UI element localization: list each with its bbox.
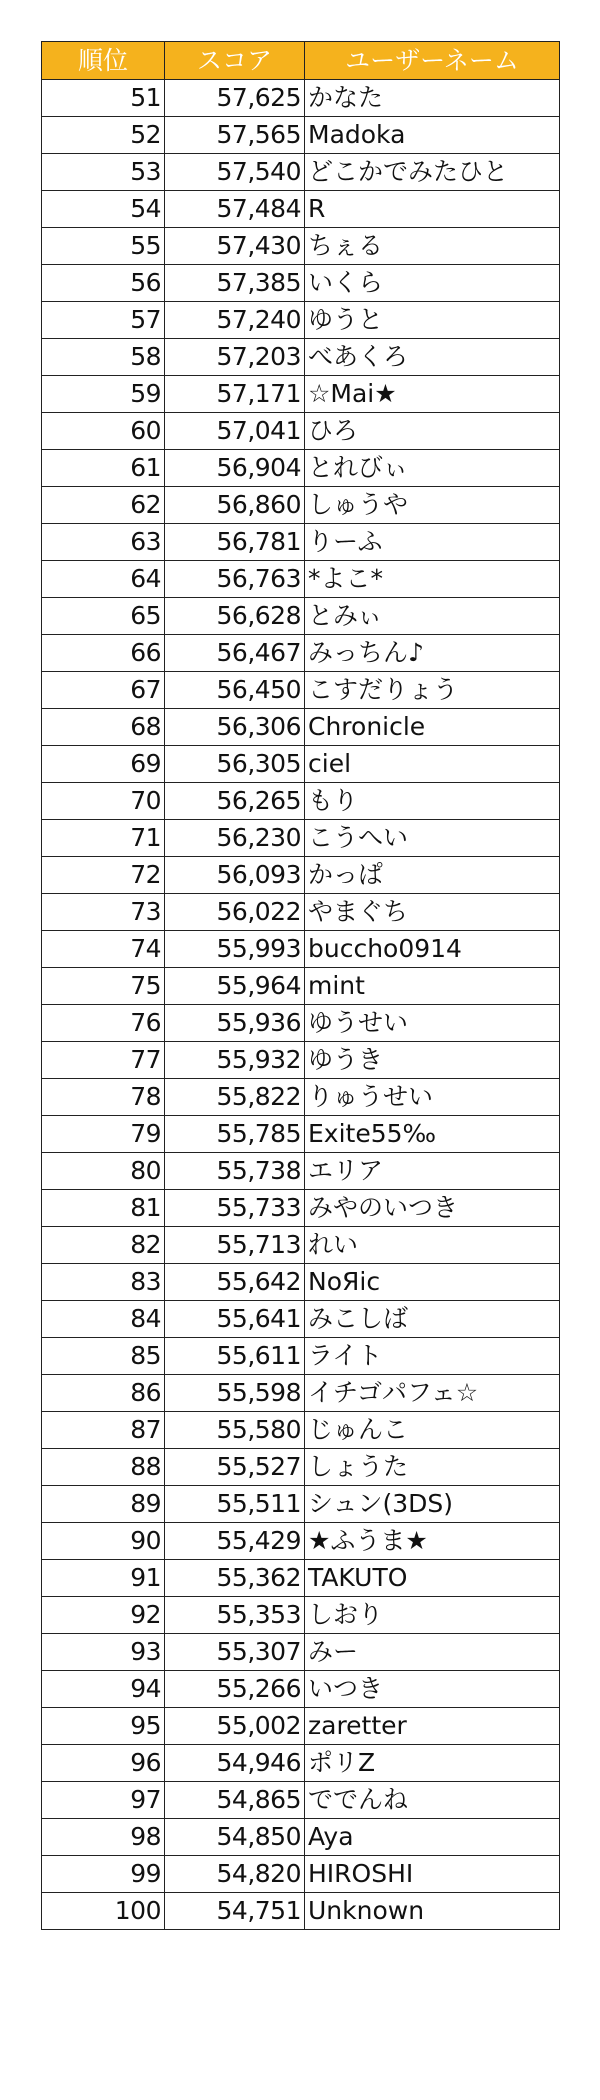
- table-row: [42, 1782, 560, 1819]
- rank-cell: 85: [42, 1338, 165, 1375]
- table-row: [42, 1745, 560, 1782]
- table-row: [42, 265, 560, 302]
- score-cell: 55,932: [165, 1042, 305, 1079]
- score-cell: 56,093: [165, 857, 305, 894]
- table-row: [42, 1264, 560, 1301]
- rank-cell: 87: [42, 1412, 165, 1449]
- table-row: [42, 80, 560, 117]
- score-cell: 56,265: [165, 783, 305, 820]
- table-row: [42, 1042, 560, 1079]
- score-cell: 57,565: [165, 117, 305, 154]
- username-cell: やまぐち: [305, 894, 560, 931]
- username-cell: NoЯic: [305, 1264, 560, 1301]
- rank-cell: 51: [42, 80, 165, 117]
- username-cell: HIROSHI: [305, 1856, 560, 1893]
- table-row: [42, 1560, 560, 1597]
- rank-cell: 78: [42, 1079, 165, 1116]
- table-row: [42, 1449, 560, 1486]
- username-cell: ででんね: [305, 1782, 560, 1819]
- score-cell: 55,580: [165, 1412, 305, 1449]
- username-cell: イチゴパフェ☆: [305, 1375, 560, 1412]
- username-cell: TAKUTO: [305, 1560, 560, 1597]
- table-row: [42, 339, 560, 376]
- table-row: [42, 1227, 560, 1264]
- score-cell: 54,850: [165, 1819, 305, 1856]
- rank-cell: 95: [42, 1708, 165, 1745]
- table-row: [42, 857, 560, 894]
- username-cell: Madoka: [305, 117, 560, 154]
- rank-cell: 79: [42, 1116, 165, 1153]
- rank-cell: 61: [42, 450, 165, 487]
- score-cell: 56,781: [165, 524, 305, 561]
- rank-cell: 94: [42, 1671, 165, 1708]
- username-cell: zaretter: [305, 1708, 560, 1745]
- table-row: [42, 1597, 560, 1634]
- table-row: [42, 968, 560, 1005]
- rank-cell: 98: [42, 1819, 165, 1856]
- score-cell: 55,511: [165, 1486, 305, 1523]
- table-row: [42, 524, 560, 561]
- table-row: [42, 450, 560, 487]
- username-cell: みやのいつき: [305, 1190, 560, 1227]
- table-row: [42, 1190, 560, 1227]
- table-row: [42, 1116, 560, 1153]
- table-row: [42, 1412, 560, 1449]
- rank-cell: 73: [42, 894, 165, 931]
- rank-cell: 75: [42, 968, 165, 1005]
- username-cell: Chronicle: [305, 709, 560, 746]
- table-row: [42, 1634, 560, 1671]
- rank-cell: 65: [42, 598, 165, 635]
- score-cell: 57,484: [165, 191, 305, 228]
- score-cell: 56,904: [165, 450, 305, 487]
- header-score: スコア: [165, 42, 305, 80]
- username-cell: ポリZ: [305, 1745, 560, 1782]
- rank-cell: 66: [42, 635, 165, 672]
- rank-cell: 62: [42, 487, 165, 524]
- score-cell: 55,598: [165, 1375, 305, 1412]
- score-cell: 57,625: [165, 80, 305, 117]
- score-cell: 55,964: [165, 968, 305, 1005]
- username-cell: エリア: [305, 1153, 560, 1190]
- header-row: [42, 42, 560, 80]
- rank-cell: 82: [42, 1227, 165, 1264]
- username-cell: ★ふうま★: [305, 1523, 560, 1560]
- username-cell: じゅんこ: [305, 1412, 560, 1449]
- rank-cell: 63: [42, 524, 165, 561]
- table-row: [42, 561, 560, 598]
- username-cell: ゆうと: [305, 302, 560, 339]
- score-cell: 56,305: [165, 746, 305, 783]
- table-row: [42, 1819, 560, 1856]
- score-cell: 55,307: [165, 1634, 305, 1671]
- score-cell: 56,860: [165, 487, 305, 524]
- table-body: [42, 80, 560, 1930]
- username-cell: とれびぃ: [305, 450, 560, 487]
- rank-cell: 100: [42, 1893, 165, 1930]
- score-cell: 55,353: [165, 1597, 305, 1634]
- score-cell: 57,385: [165, 265, 305, 302]
- rank-cell: 91: [42, 1560, 165, 1597]
- rank-cell: 93: [42, 1634, 165, 1671]
- username-cell: れい: [305, 1227, 560, 1264]
- username-cell: mint: [305, 968, 560, 1005]
- table-row: [42, 154, 560, 191]
- rank-cell: 83: [42, 1264, 165, 1301]
- rank-cell: 57: [42, 302, 165, 339]
- rank-cell: 60: [42, 413, 165, 450]
- username-cell: Aya: [305, 1819, 560, 1856]
- table-row: [42, 635, 560, 672]
- rank-cell: 55: [42, 228, 165, 265]
- table-row: [42, 598, 560, 635]
- username-cell: こすだりょう: [305, 672, 560, 709]
- table-row: [42, 191, 560, 228]
- header-username: ユーザーネーム: [305, 42, 560, 80]
- username-cell: りーふ: [305, 524, 560, 561]
- username-cell: ゆうせい: [305, 1005, 560, 1042]
- username-cell: ひろ: [305, 413, 560, 450]
- score-cell: 55,993: [165, 931, 305, 968]
- score-cell: 56,450: [165, 672, 305, 709]
- table-row: [42, 1671, 560, 1708]
- username-cell: ゆうき: [305, 1042, 560, 1079]
- table-row: [42, 746, 560, 783]
- rank-cell: 70: [42, 783, 165, 820]
- score-cell: 54,820: [165, 1856, 305, 1893]
- username-cell: しゅうや: [305, 487, 560, 524]
- score-cell: 57,430: [165, 228, 305, 265]
- rank-cell: 80: [42, 1153, 165, 1190]
- rank-cell: 86: [42, 1375, 165, 1412]
- rank-cell: 64: [42, 561, 165, 598]
- table-row: [42, 376, 560, 413]
- score-cell: 55,527: [165, 1449, 305, 1486]
- score-cell: 56,230: [165, 820, 305, 857]
- score-cell: 55,002: [165, 1708, 305, 1745]
- username-cell: *よこ*: [305, 561, 560, 598]
- rank-cell: 92: [42, 1597, 165, 1634]
- username-cell: ライト: [305, 1338, 560, 1375]
- table-row: [42, 894, 560, 931]
- table-row: [42, 1708, 560, 1745]
- score-cell: 54,751: [165, 1893, 305, 1930]
- table-header: [42, 42, 560, 80]
- table-row: [42, 820, 560, 857]
- table-row: [42, 302, 560, 339]
- rank-cell: 58: [42, 339, 165, 376]
- username-cell: しおり: [305, 1597, 560, 1634]
- table-row: [42, 1486, 560, 1523]
- table-row: [42, 228, 560, 265]
- rank-cell: 81: [42, 1190, 165, 1227]
- table-row: [42, 1005, 560, 1042]
- score-cell: 56,628: [165, 598, 305, 635]
- rank-cell: 97: [42, 1782, 165, 1819]
- rank-cell: 52: [42, 117, 165, 154]
- table-row: [42, 1338, 560, 1375]
- rank-cell: 90: [42, 1523, 165, 1560]
- rank-cell: 88: [42, 1449, 165, 1486]
- score-cell: 55,642: [165, 1264, 305, 1301]
- score-cell: 55,713: [165, 1227, 305, 1264]
- rank-cell: 69: [42, 746, 165, 783]
- rank-cell: 67: [42, 672, 165, 709]
- username-cell: みっちん♪: [305, 635, 560, 672]
- table-row: [42, 783, 560, 820]
- rank-cell: 96: [42, 1745, 165, 1782]
- username-cell: いくら: [305, 265, 560, 302]
- rank-cell: 68: [42, 709, 165, 746]
- username-cell: かっぱ: [305, 857, 560, 894]
- score-cell: 55,738: [165, 1153, 305, 1190]
- table-row: [42, 1856, 560, 1893]
- table-row: [42, 117, 560, 154]
- score-cell: 56,022: [165, 894, 305, 931]
- table-row: [42, 487, 560, 524]
- table-row: [42, 413, 560, 450]
- rank-cell: 74: [42, 931, 165, 968]
- rank-cell: 76: [42, 1005, 165, 1042]
- username-cell: ciel: [305, 746, 560, 783]
- rank-cell: 59: [42, 376, 165, 413]
- table-row: [42, 709, 560, 746]
- username-cell: R: [305, 191, 560, 228]
- username-cell: どこかでみたひと: [305, 154, 560, 191]
- score-cell: 56,467: [165, 635, 305, 672]
- score-cell: 55,822: [165, 1079, 305, 1116]
- username-cell: もり: [305, 783, 560, 820]
- score-cell: 55,785: [165, 1116, 305, 1153]
- username-cell: ちぇる: [305, 228, 560, 265]
- rank-cell: 54: [42, 191, 165, 228]
- table-row: [42, 1893, 560, 1930]
- username-cell: りゅうせい: [305, 1079, 560, 1116]
- username-cell: しょうた: [305, 1449, 560, 1486]
- username-cell: ☆Mai★: [305, 376, 560, 413]
- table-row: [42, 1523, 560, 1560]
- score-cell: 57,203: [165, 339, 305, 376]
- username-cell: とみぃ: [305, 598, 560, 635]
- table-row: [42, 1375, 560, 1412]
- score-cell: 56,306: [165, 709, 305, 746]
- table-row: [42, 672, 560, 709]
- rank-cell: 89: [42, 1486, 165, 1523]
- score-cell: 57,540: [165, 154, 305, 191]
- username-cell: みー: [305, 1634, 560, 1671]
- score-cell: 55,611: [165, 1338, 305, 1375]
- score-cell: 55,266: [165, 1671, 305, 1708]
- table-row: [42, 1079, 560, 1116]
- score-cell: 57,240: [165, 302, 305, 339]
- score-cell: 54,865: [165, 1782, 305, 1819]
- username-cell: シュン(3DS): [305, 1486, 560, 1523]
- score-cell: 55,733: [165, 1190, 305, 1227]
- score-cell: 55,362: [165, 1560, 305, 1597]
- score-cell: 56,763: [165, 561, 305, 598]
- table-row: [42, 1301, 560, 1338]
- header-rank: 順位: [42, 42, 165, 80]
- score-cell: 55,641: [165, 1301, 305, 1338]
- username-cell: みこしば: [305, 1301, 560, 1338]
- score-cell: 57,041: [165, 413, 305, 450]
- rank-cell: 84: [42, 1301, 165, 1338]
- rank-cell: 53: [42, 154, 165, 191]
- table-row: [42, 1153, 560, 1190]
- username-cell: いつき: [305, 1671, 560, 1708]
- ranking-table: [41, 41, 560, 1930]
- rank-cell: 99: [42, 1856, 165, 1893]
- rank-cell: 71: [42, 820, 165, 857]
- rank-cell: 77: [42, 1042, 165, 1079]
- score-cell: 57,171: [165, 376, 305, 413]
- username-cell: べあくろ: [305, 339, 560, 376]
- rank-cell: 72: [42, 857, 165, 894]
- score-cell: 54,946: [165, 1745, 305, 1782]
- username-cell: かなた: [305, 80, 560, 117]
- username-cell: こうへい: [305, 820, 560, 857]
- username-cell: Exite55‰: [305, 1116, 560, 1153]
- table-row: [42, 931, 560, 968]
- rank-cell: 56: [42, 265, 165, 302]
- username-cell: buccho0914: [305, 931, 560, 968]
- score-cell: 55,429: [165, 1523, 305, 1560]
- score-cell: 55,936: [165, 1005, 305, 1042]
- username-cell: Unknown: [305, 1893, 560, 1930]
